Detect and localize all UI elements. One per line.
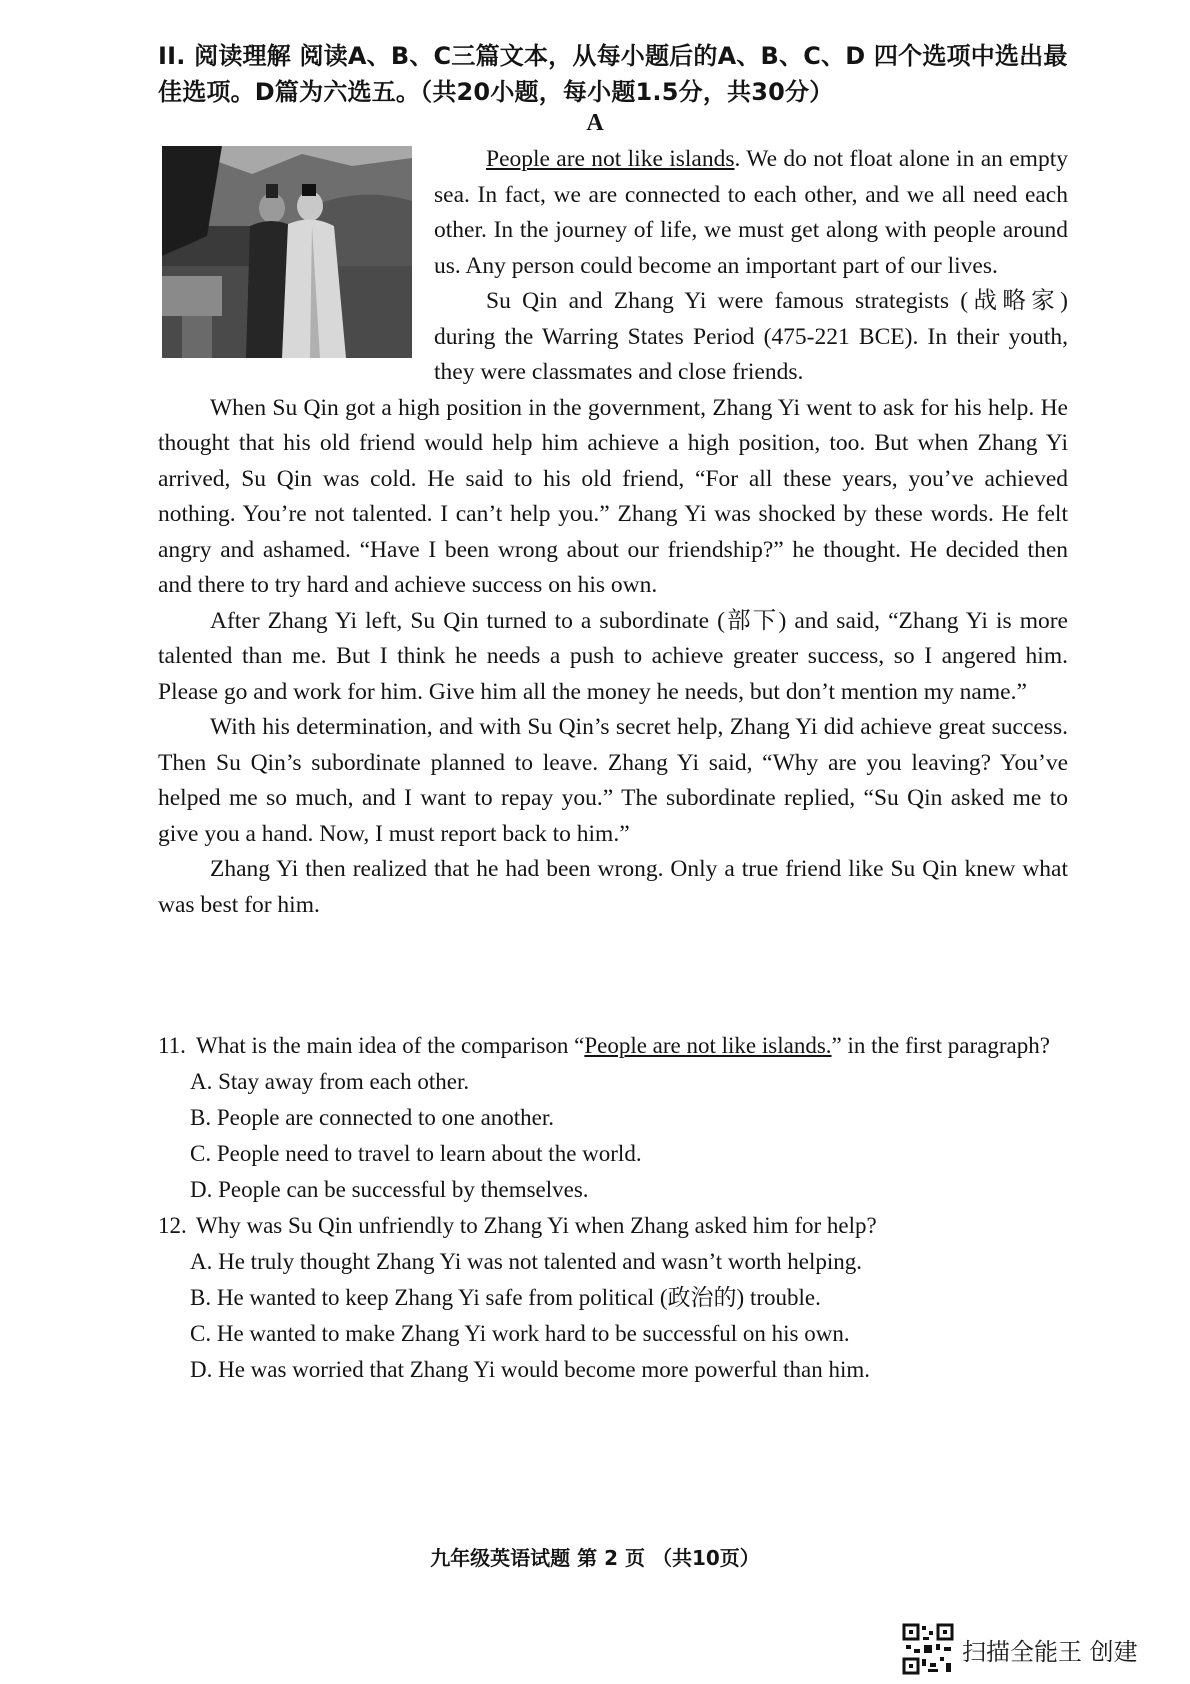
question-number: 11. (158, 1033, 186, 1058)
stem-text: What is the main idea of the comparison “ (196, 1033, 585, 1058)
option-c: C. He wanted to make Zhang Yi work hard to be successful on his own. (190, 1321, 850, 1346)
page-footer: 九年级英语试题 第 2 页 （共10页） (430, 1546, 760, 1570)
qr-code-icon (902, 1623, 954, 1675)
passage-paragraph-5: With his determination, and with Su Qin’s secret help, Zhang Yi did achieve great success. Then Su Qin’s subordinate planned to leave. Zhang Yi said, “Why are you leaving? You’ve helped me so much, and I want to repay you.” The subordinate replied, “Su Qin asked me to give you a hand. Now, I must report back to him.” (158, 714, 1068, 847)
option-d: D. He was worried that Zhang Yi would become more powerful than him. (190, 1357, 871, 1382)
option-c: C. People need to travel to learn about the world. (190, 1141, 642, 1166)
underlined-phrase: People are not like islands (486, 146, 735, 172)
option-d: D. People can be successful by themselves. (190, 1177, 589, 1202)
reading-passage-a (158, 142, 1068, 923)
stem-text: Why was Su Qin unfriendly to Zhang Yi when Zhang asked him for help? (196, 1213, 877, 1238)
passage-label: A (586, 110, 604, 136)
question-12 (158, 1208, 1068, 1388)
option-b: B. He wanted to keep Zhang Yi safe from political (政治的) trouble. (190, 1285, 821, 1310)
underlined-quote: People are not like islands. (584, 1033, 832, 1058)
option-a: A. Stay away from each other. (190, 1069, 470, 1094)
question-list (158, 1028, 1068, 1388)
passage-paragraph-4: After Zhang Yi left, Su Qin turned to a subordinate (部下) and said, “Zhang Yi is more talented than me. But I think he needs a push to achieve greater success, so I angered him. Please go and work for him. Give him all the money he needs, but don’t mention my name.” (158, 607, 1068, 705)
option-a: A. He truly thought Zhang Yi was not talented and wasn’t worth helping. (190, 1249, 862, 1274)
photo-spacer (158, 142, 434, 390)
question-stem (158, 1028, 1068, 1064)
section-heading: II. 阅读理解 阅读A、B、C三篇文本，从每小题后的A、B、C、D 四个选项中选出最佳选项。D篇为六选五。（共20小题，每小题1.5分，共30分） (158, 42, 1068, 106)
question-stem (158, 1208, 1068, 1244)
option-b: B. People are connected to one another. (190, 1105, 555, 1130)
passage-paragraph-2: Su Qin and Zhang Yi were famous strategists (战略家) during the Warring States Period (475-221 BCE). In their youth, they were classmates and close friends. (434, 288, 1068, 385)
scanner-watermark (902, 1621, 1138, 1677)
question-11 (158, 1028, 1068, 1208)
passage-paragraph-6: Zhang Yi then realized that he had been wrong. Only a true friend like Su Qin knew what was best for him. (158, 856, 1068, 918)
paragraph-text: . We do not float alone in an empty sea. In fact, we are connected to each other, and we all need each other. In the journey of life, we must get along with people around us. Any person could become an important part of our lives. (434, 146, 1068, 279)
stem-text-end: ” in the first paragraph? (831, 1033, 1050, 1058)
scanner-label: 扫描全能王 创建 (962, 1637, 1138, 1666)
question-number: 12. (158, 1213, 187, 1238)
passage-paragraph-3: When Su Qin got a high position in the government, Zhang Yi went to ask for his help. He thought that his old friend would help him achieve a high position, too. But when Zhang Yi arrived, Su Qin was cold. He said to his old friend, “For all these years, you’ve achieved nothing. You’re not talented. I can’t help you.” Zhang Yi was shocked by these words. He felt angry and ashamed. “Have I been wrong about our friendship?” he thought. He decided then and there to try hard and achieve success on his own. (158, 394, 1068, 598)
